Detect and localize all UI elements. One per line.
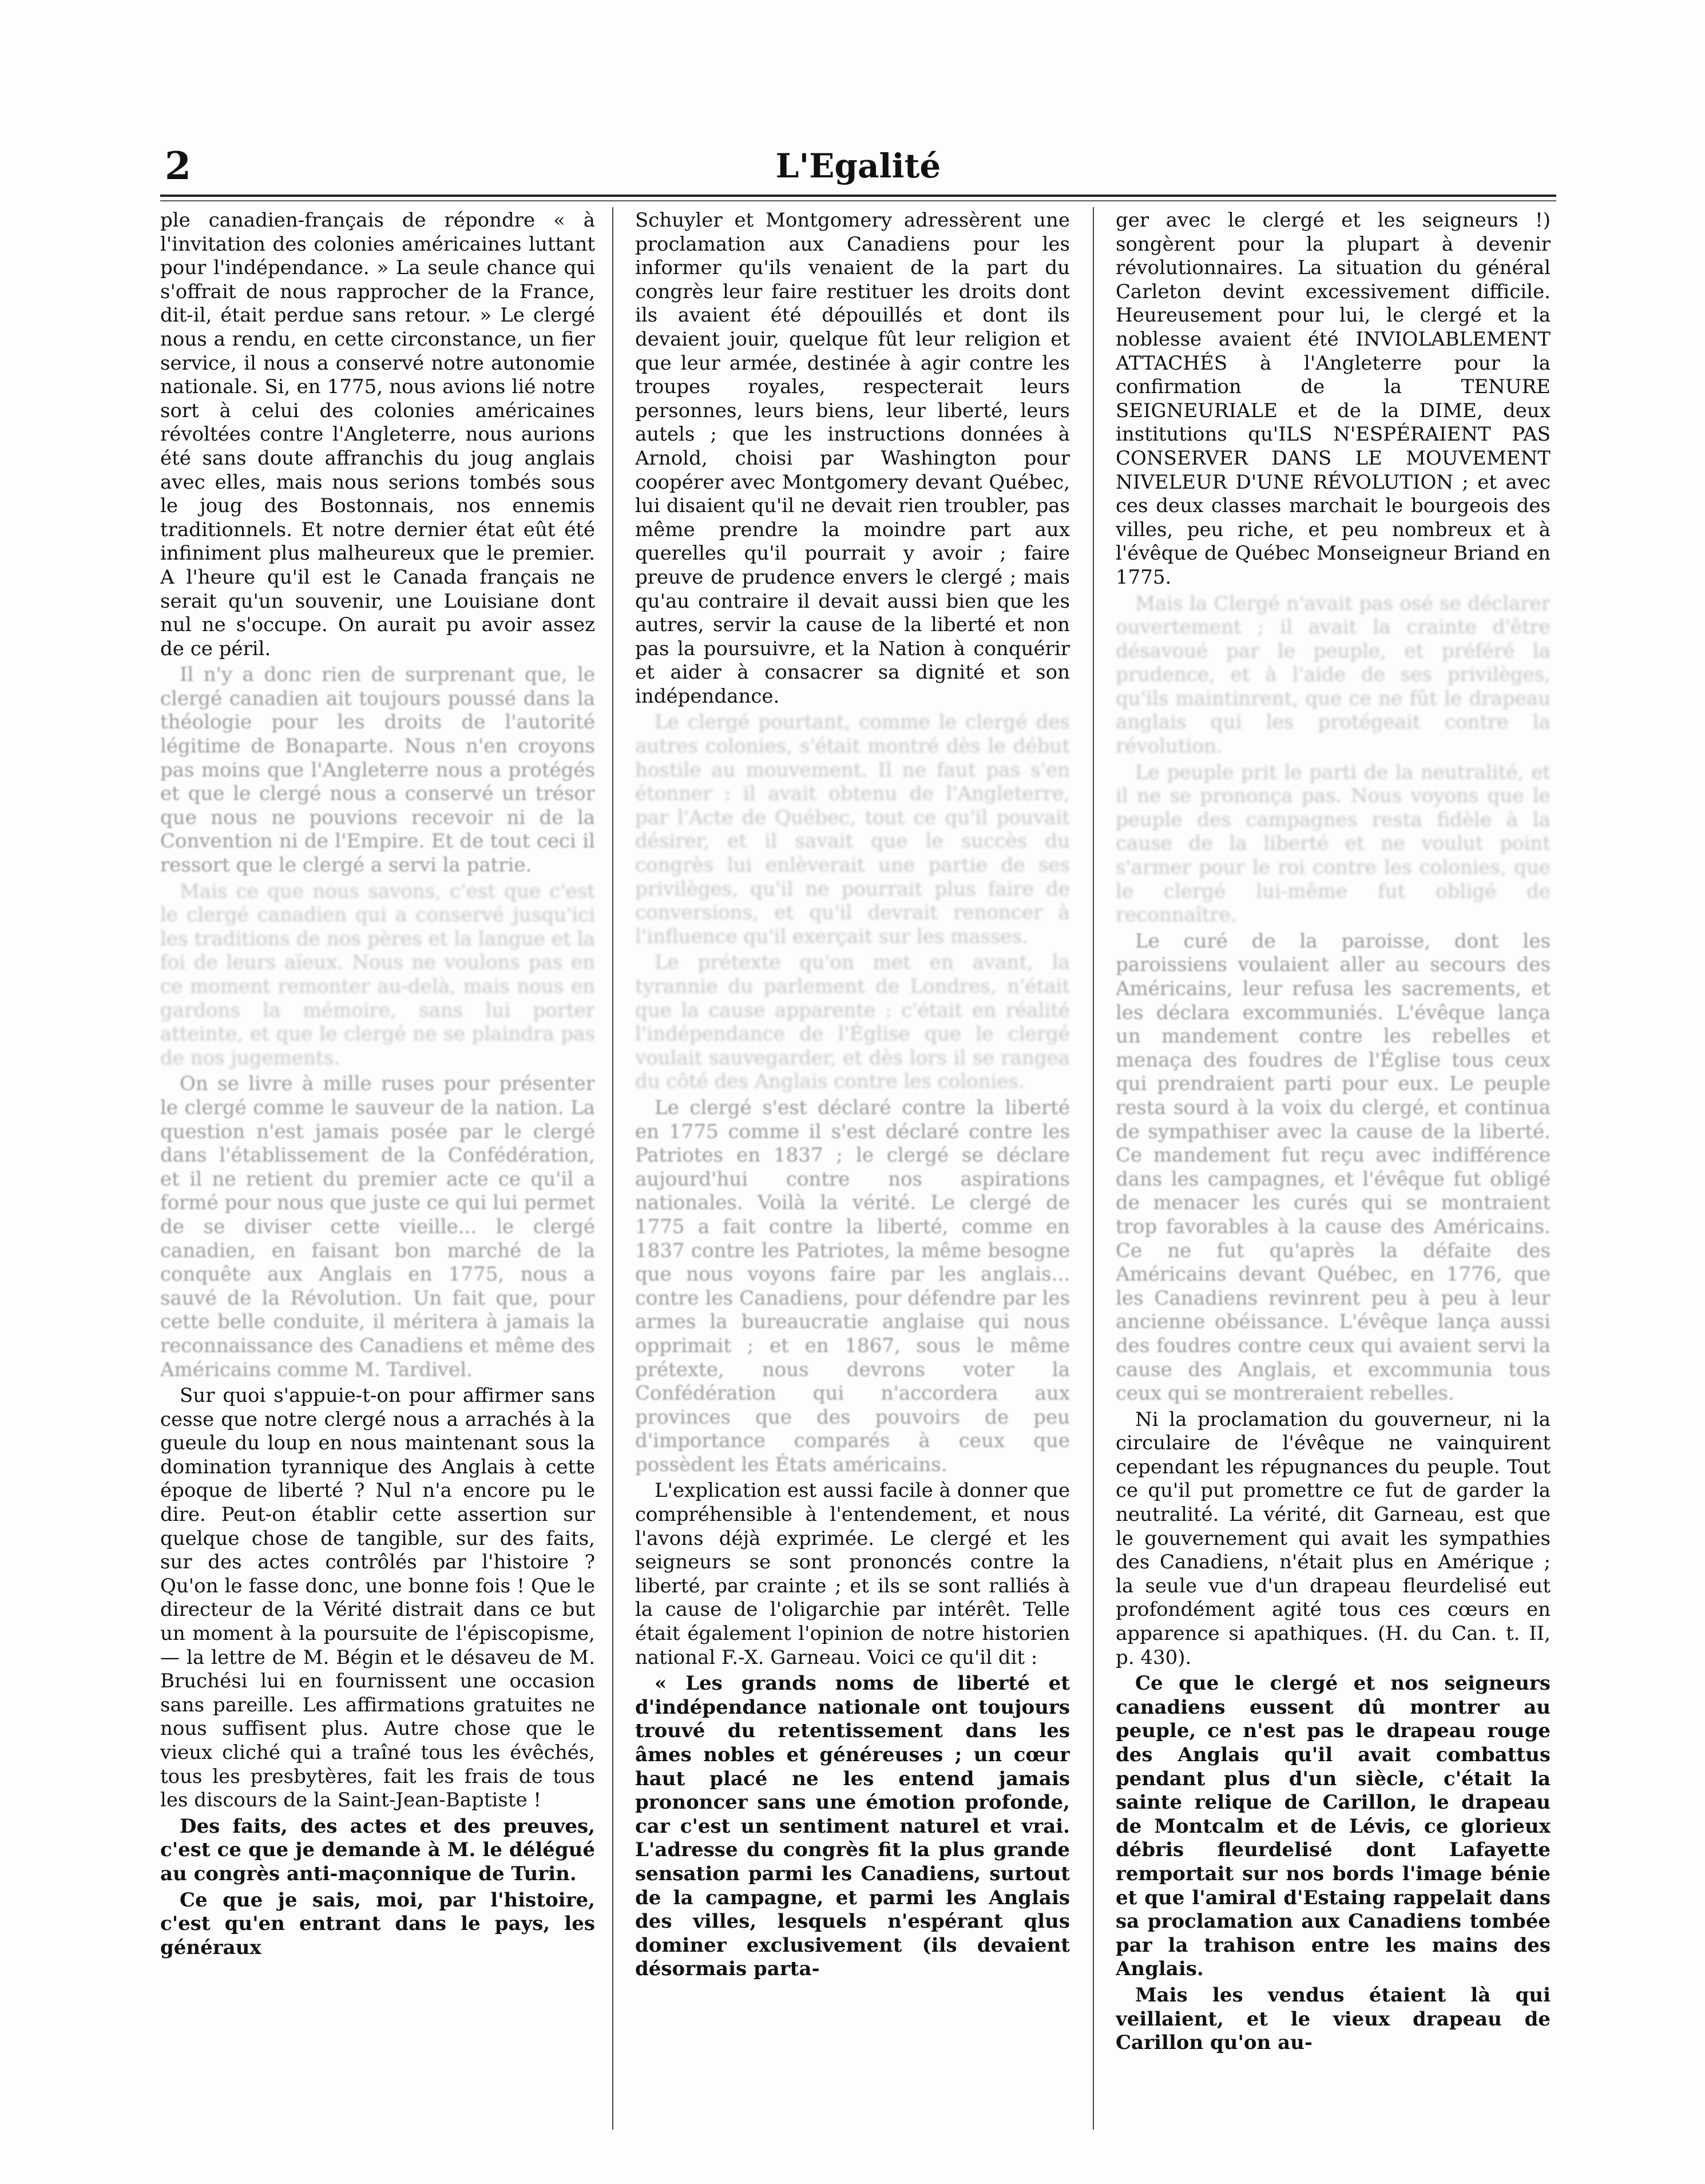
header-rule (160, 195, 1556, 197)
col1-paragraph-1: ple canadien-français de répondre « à l'invitation des colonies américaines luttant pour l'indépendance. » La seule chance qui s'offrait de nous rapprocher de la France, dit-il, était perdue sans retour. » Le clergé nous a rendu, en cette circonstance, un fier service, il nous a conservé notre autonomie nationale. Si, en 1775, nous avions lié notre sort à celui des colonies américaines révoltées contre l'Angleterre, nous aurions été sans doute affranchis du joug anglais avec elles, mais nous serions tombés sous le joug des Bostonnais, nos ennemis traditionnels. Et notre dernier état eût été infiniment plus malheureux que le premier. A l'heure qu'il est le Canada français ne serait qu'un souvenir, une Louisiane dont nul ne s'occupe. On aurait pu avoir assez de ce péril. (160, 209, 595, 660)
newspaper-title: L'Egalité (775, 146, 941, 185)
column-divider-2 (1093, 207, 1094, 2130)
col1-paragraph-6: Des faits, des actes et des preuves, c'est ce que je demande à M. le délégué au congrès anti-maçonnique de Turin. (160, 1814, 595, 1885)
col2-paragraph-1: Schuyler et Montgomery adressèrent une proclamation aux Canadiens pour les informer qu'ils venaient de la part du congrès leur faire restituer les droits dont ils avaient été dépouillés et dont ils devaient jouir, quelque fût leur religion et que leur armée, destinée à agir contre les troupes royales, respecterait leurs personnes, leurs biens, leur liberté, leurs autels ; que les instructions données à Arnold, choisi par Washington pour coopérer avec Montgomery devant Québec, lui disaient qu'il ne devait rien troubler, pas même prendre la moindre part aux querelles qu'il pourrait y avoir ; faire preuve de prudence envers le clergé ; mais qu'au contraire il devait aussi bien que les autres, servir la cause de la liberté et non pas la poursuivre, et la Nation à conquérir et aider à consacrer sa dignité et son indépendance. (635, 209, 1070, 708)
col1-paragraph-7: Ce que je sais, moi, par l'histoire, c'est qu'en entrant dans le pays, les généraux (160, 1888, 595, 1959)
col1-paragraph-5: Sur quoi s'appuie-t-on pour affirmer sans cesse que notre clergé nous a arrachés à la gueule du loup en nous maintenant sous la domination tyrannique des Anglais à cette époque de liberté ? Nul n'a encore pu le dire. Peut-on établir cette assertion sur quelque chose de tangible, sur des faits, sur des actes contrôlés par l'histoire ? Qu'on le fasse donc, une bonne fois ! Que le directeur de la Vérité distrait dans ce but un moment à la poursuite de l'épiscopisme, — la lettre de M. Bégin et le désaveu de M. Bruchési lui en fournissent une occasion sans pareille. Les affirmations gratuites ne nous suffisent plus. Autre chose que le vieux cliché qui a traîné tous les évêchés, tous les presbytères, fait les frais de tous les discours de la Saint-Jean-Baptiste ! (160, 1384, 595, 1812)
col1-paragraph-4: On se livre à mille ruses pour présenter le clergé comme le sauveur de la nation. La question n'est jamais posée par le clergé dans l'établissement de la Confédération, et il ne retient du premier acte ce qu'il a formé pour nous que juste ce qui lui permet de se diviser cette vieille... le clergé canadien, en faisant bon marché de la conquête aux Anglais en 1775, nous a sauvé de la Révolution. Un fait que, pour cette belle conduite, il méritera à jamais la reconnaissance des Canadiens et même des Américains comme M. Tardivel. (160, 1072, 595, 1381)
col3-paragraph-7: Mais les vendus étaient là qui veillaient, et le vieux drapeau de Carillon qu'on au- (1116, 1983, 1551, 2055)
header-rule-thin (160, 200, 1556, 201)
col3-paragraph-6: Ce que le clergé et nos seigneurs canadiens eussent dû montrer au peuple, ce n'est pas le drapeau rouge des Anglais qu'il avait combattus pendant plus d'un siècle, c'était la sainte relique de Carillon, le drapeau de Montcalm et de Lévis, ce glorieux débris fleurdelisé dont Lafayette remportait sur nos bords l'image bénie et que l'amiral d'Estaing rappelait dans sa proclamation aux Canadiens tombée par la trahison entre les mains des Anglais. (1116, 1672, 1551, 1981)
column-divider-1 (612, 207, 613, 2130)
col2-paragraph-2: Le clergé pourtant, comme le clergé des autres colonies, s'était montré dès le début hostile au mouvement. Il ne faut pas s'en étonner : il avait obtenu de l'Angleterre, par l'Acte de Québec, tout ce qu'il pouvait désirer, et il savait que le succès du congrès lui enlèverait une partie de ses privilèges, qu'il ne pourrait plus faire de conversions, et qu'il devrait renoncer à l'influence qu'il exerçait sur les masses. (635, 711, 1070, 948)
col1-paragraph-3: Mais ce que nous savons, c'est que c'est le clergé canadien qui a conservé jusqu'ici les traditions de nos pères et la langue et la foi de leurs aïeux. Nous ne voulons pas en ce moment remonter au-delà, mais nous en gardons la mémoire, sans lui porter atteinte, et que le clergé ne se plaindra pas de nos jugements. (160, 879, 595, 1069)
column-1 (160, 209, 595, 2131)
col1-paragraph-2: Il n'y a donc rien de surprenant que, le clergé canadien ait toujours poussé dans la théologie pour les droits de l'autorité légitime de Bonaparte. Nous n'en croyons pas moins que l'Angleterre nous a protégés et que le clergé nous a conservé un trésor que nous ne pouvions recevoir ni de la Convention ni de l'Empire. Et de tout ceci il ressort que le clergé a servi la patrie. (160, 663, 595, 877)
page-header (160, 143, 1556, 189)
col3-paragraph-3: Le peuple prit le parti de la neutralité, et il ne se prononça pas. Nous voyons que le peuple des campagnes resta fidèle à la cause de la liberté et ne voulut point s'armer pour le roi contre les colonies, que le clergé lui-même fut obligé de reconnaître. (1116, 760, 1551, 927)
col3-paragraph-5: Ni la proclamation du gouverneur, ni la circulaire de l'évêque ne vainquirent cependant les répugnances du peuple. Tout ce qu'il put promettre ce fut de garder la neutralité. La vérité, dit Garneau, est que le gouvernement qui avait les sympathies des Canadiens, n'était plus en Amérique ; la seule vue d'un drapeau fleurdelisé eut profondément agité tous ces cœurs en apparence si apathiques. (H. du Can. t. II, p. 430). (1116, 1408, 1551, 1669)
col3-paragraph-1: ger avec le clergé et les seigneurs !) songèrent pour la plupart à devenir révolutionnaires. La situation du général Carleton devint excessivement difficile. Heureusement pour lui, le clergé et la noblesse avaient été INVIOLABLEMENT ATTACHÉS à l'Angleterre pour la confirmation de la TENURE SEIGNEURIALE et de la DIME, deux institutions qu'ILS N'ESPÉRAIENT PAS CONSERVER DANS LE MOUVEMENT NIVELEUR D'UNE RÉVOLUTION ; et avec ces deux classes marchait le bourgeois des villes, peu riche, et peu nombreux et à l'évêque de Québec Monseigneur Briand en 1775. (1116, 209, 1551, 589)
col3-paragraph-2: Mais la Clergé n'avait pas osé se déclarer ouvertement ; il avait la crainte d'être désavoué par le peuple, et préféré la prudence, et à l'aide de ses privilèges, qu'ils maintinrent, que ce ne fût le drapeau anglais qui les protégeait contre la révolution. (1116, 592, 1551, 758)
column-3 (1116, 209, 1551, 2131)
column-2 (635, 209, 1070, 2131)
col3-paragraph-4: Le curé de la paroisse, dont les paroissiens voulaient aller au secours des Américains, leur refusa les sacrements, et les déclara excommuniés. L'évêque lança un mandement contre les rebelles et menaça des foudres de l'Église tous ceux qui prendraient parti pour eux. Le peuple resta sourd à la voix du clergé, et continua de sympathiser avec la cause de la liberté. Ce mandement fut reçu avec indifférence dans les campagnes, et l'évêque fut obligé de menacer les curés qui se montraient trop favorables à la cause des Américains. Ce ne fut qu'après la défaite des Américains devant Québec, en 1776, que les Canadiens revinrent peu à peu à leur ancienne obéissance. L'évêque lança aussi des foudres contre ceux qui avaient servi la cause des Anglais, et excommunia tous ceux qui se montreraient rebelles. (1116, 929, 1551, 1405)
page-number: 2 (165, 144, 191, 188)
col2-paragraph-6: « Les grands noms de liberté et d'indépendance nationale ont toujours trouvé du retentissement dans les âmes nobles et généreuses ; un cœur haut placé ne les entend jamais prononcer sans une émotion profonde, car c'est un sentiment naturel et vrai. L'adresse du congrès fit la plus grande sensation parmi les Canadiens, surtout de la campagne, et parmi les Anglais des villes, lesquels n'espérant qlus dominer exclusivement (ils devaient désormais parta- (635, 1672, 1070, 1981)
col2-paragraph-4: Le clergé s'est déclaré contre la liberté en 1775 comme il s'est déclaré contre les Patriotes en 1837 ; le clergé se déclare aujourd'hui contre nos aspirations nationales. Voilà la vérité. Le clergé de 1775 a fait contre la liberté, comme en 1837 contre les Patriotes, la même besogne que nous voyons faire par les anglais... contre les Canadiens, pour défendre par les armes la bureaucratie anglaise qui nous opprimait ; et en 1867, sous le même prétexte, nous devrons voter la Confédération qui n'accordera aux provinces que des pouvoirs de peu d'importance comparés à ceux que possèdent les États américains. (635, 1096, 1070, 1476)
col2-paragraph-5: L'explication est aussi facile à donner que compréhensible à l'entendement, et nous l'avons déjà exprimée. Le clergé et les seigneurs se sont prononcés contre la liberté, par crainte ; et ils se sont ralliés à la cause de l'oligarchie par intérêt. Telle était également l'opinion de notre historien national F.-X. Garneau. Voici ce qu'il dit : (635, 1479, 1070, 1669)
col2-paragraph-3: Le prétexte qu'on met en avant, la tyrannie du parlement de Londres, n'était que la cause apparente : c'était en réalité l'indépendance de l'Église que le clergé voulait sauvegarder, et dès lors il se rangea du côté des Anglais contre les colonies. (635, 951, 1070, 1093)
